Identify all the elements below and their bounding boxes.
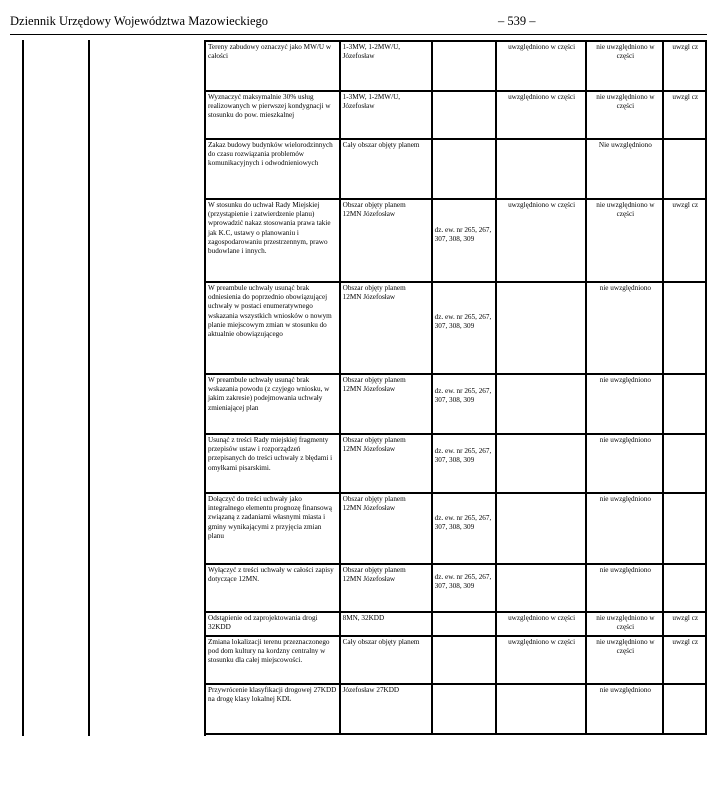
left-column-border-2 bbox=[88, 40, 90, 736]
decision-cell: nie uwzględniono bbox=[586, 493, 663, 564]
area-cell: 1-3MW, 1-2MW/U, Józefosław bbox=[340, 41, 432, 91]
area-cell: Obszar objęty planem 12MN Józefosław bbox=[340, 199, 432, 282]
decision-cell: nie uwzględniono bbox=[586, 564, 663, 612]
table-row bbox=[205, 139, 706, 199]
journal-title: Dziennik Urzędowy Województwa Mazowieckiego bbox=[10, 14, 269, 28]
area-cell: 8MN, 32KDD bbox=[340, 612, 432, 636]
parcel-cell bbox=[432, 684, 496, 734]
decision-cell: uwzględniono w części bbox=[496, 636, 586, 684]
decision-cell bbox=[496, 139, 586, 199]
decision-cell: nie uwzględniono w części bbox=[586, 612, 663, 636]
decision-cell: nie uwzględniono bbox=[586, 684, 663, 734]
area-cell: Obszar objęty planem 12MN Józefosław bbox=[340, 564, 432, 612]
decision-cell: nie uwzględniono w części bbox=[586, 41, 663, 91]
remark-cell: Tereny zabudowy oznaczyć jako MW/U w całości bbox=[205, 41, 340, 91]
area-cell: Obszar objęty planem 12MN Józefosław bbox=[340, 434, 432, 493]
remark-cell: Usunąć z treści Rady miejskiej fragmenty przepisów ustaw i rozporządzeń przepisanych do treści uchwały z błędami i omyłkami pisarskimi. bbox=[205, 434, 340, 493]
parcel-cell: dz. ew. nr 265, 267, 307, 308, 309 bbox=[432, 493, 496, 564]
table-row bbox=[205, 493, 706, 564]
decision-cell: uwzgl cz bbox=[663, 91, 706, 139]
decision-cell: nie uwzględniono bbox=[586, 374, 663, 434]
parcel-cell: dz. ew. nr 265, 267, 307, 308, 309 bbox=[432, 199, 496, 282]
decision-cell bbox=[496, 564, 586, 612]
decision-cell: uwzględniono w części bbox=[496, 41, 586, 91]
area-cell: Józefosław 27KDD bbox=[340, 684, 432, 734]
decision-cell bbox=[663, 374, 706, 434]
area-cell: Obszar objęty planem 12MN Józefosław bbox=[340, 374, 432, 434]
remark-cell: Zakaz budowy budynków wielorodzinnych do czasu rozwiązania problemów komunikacyjnych i odwodnieniowych bbox=[205, 139, 340, 199]
decision-cell bbox=[496, 282, 586, 374]
remark-cell: Przywrócenie klasyfikacji drogowej 27KDD na drogę klasy lokalnej KDL bbox=[205, 684, 340, 734]
decision-cell: uwzgl cz bbox=[663, 612, 706, 636]
table-row bbox=[205, 684, 706, 734]
decision-cell: uwzględniono w części bbox=[496, 199, 586, 282]
decision-cell: uwzgl cz bbox=[663, 199, 706, 282]
decision-cell bbox=[663, 434, 706, 493]
remark-cell: Zmiana lokalizacji terenu przeznaczonego pod dom kultury na kordzny centralny w stosunku dla całej miejscowości. bbox=[205, 636, 340, 684]
remark-cell: W preambule uchwały usunąć brak wskazania powodu (z czyjego wniosku, w jakim zakresie) podejmowania uchwały zmieniającej plan bbox=[205, 374, 340, 434]
decision-cell bbox=[496, 493, 586, 564]
area-cell: 1-3MW, 1-2MW/U, Józefosław bbox=[340, 91, 432, 139]
area-cell: Obszar objęty planem 12MN Józefosław bbox=[340, 493, 432, 564]
decision-cell: nie uwzględniono bbox=[586, 434, 663, 493]
decision-cell: nie uwzględniono bbox=[586, 282, 663, 374]
decision-cell: uwzględniono w części bbox=[496, 612, 586, 636]
left-column-border-1 bbox=[22, 40, 24, 736]
decision-cell: nie uwzględniono w części bbox=[586, 636, 663, 684]
remark-cell: W stosunku do uchwał Rady Miejskiej (przystąpienie i zatwierdzenie planu) wprowadzić nakaz stosowania prawa takie jak K.C, ustawy o planowaniu i zagospodarowaniu przestrzennym, prawo budowlane i innych. bbox=[205, 199, 340, 282]
decision-cell bbox=[663, 493, 706, 564]
parcel-cell: dz. ew. nr 265, 267, 307, 308, 309 bbox=[432, 282, 496, 374]
decision-cell bbox=[496, 434, 586, 493]
resolution-table bbox=[204, 40, 707, 735]
table-row bbox=[205, 282, 706, 374]
parcel-cell bbox=[432, 41, 496, 91]
table-row bbox=[205, 41, 706, 91]
decision-cell: uwzgl cz bbox=[663, 41, 706, 91]
table-row bbox=[205, 636, 706, 684]
remark-cell: Dołączyć do treści uchwały jako integralnego elementu prognozę finansową związaną z zadaniami własnymi miasta i gminy wynikającymi z przyjęcia zmian planu bbox=[205, 493, 340, 564]
table-row bbox=[205, 434, 706, 493]
parcel-cell bbox=[432, 636, 496, 684]
header-rule bbox=[10, 34, 707, 35]
table-row bbox=[205, 199, 706, 282]
decision-cell bbox=[663, 139, 706, 199]
area-cell: Cały obszar objęty planem bbox=[340, 636, 432, 684]
page-number: – 539 – bbox=[498, 14, 536, 28]
decision-cell bbox=[663, 564, 706, 612]
decision-cell: nie uwzględniono w części bbox=[586, 199, 663, 282]
area-cell: Cały obszar objęty planem bbox=[340, 139, 432, 199]
decision-cell bbox=[496, 684, 586, 734]
decision-cell bbox=[663, 684, 706, 734]
table-row bbox=[205, 564, 706, 612]
decision-cell: uwzględniono w części bbox=[496, 91, 586, 139]
decision-cell bbox=[663, 282, 706, 374]
table-row bbox=[205, 612, 706, 636]
table-row bbox=[205, 91, 706, 139]
decision-cell: uwzgl cz bbox=[663, 636, 706, 684]
parcel-cell bbox=[432, 612, 496, 636]
decision-cell: Nie uwzględniono bbox=[586, 139, 663, 199]
remark-cell: W preambule uchwały usunąć brak odniesienia do poprzednio obowiązującej uchwały w postaci enumeratywnego wskazania wszystkich wniosków o nowym planie miejscowym zmian w stosunku do aktualnie obowiązującego bbox=[205, 282, 340, 374]
parcel-cell bbox=[432, 139, 496, 199]
table-row bbox=[205, 374, 706, 434]
parcel-cell: dz. ew. nr 265, 267, 307, 308, 309 bbox=[432, 564, 496, 612]
remark-cell: Wyznaczyć maksymalnie 30% usług realizowanych w pierwszej kondygnacji w stosunku do pow. mieszkalnej bbox=[205, 91, 340, 139]
area-cell: Obszar objęty planem 12MN Józefosław bbox=[340, 282, 432, 374]
decision-cell bbox=[496, 374, 586, 434]
remark-cell: Odstąpienie od zaprojektowania drogi 32KDD bbox=[205, 612, 340, 636]
decision-cell: nie uwzględniono w części bbox=[586, 91, 663, 139]
parcel-cell: dz. ew. nr 265, 267, 307, 308, 309 bbox=[432, 374, 496, 434]
parcel-cell bbox=[432, 91, 496, 139]
remark-cell: Wyłączyć z treści uchwały w całości zapisy dotyczące 12MN. bbox=[205, 564, 340, 612]
parcel-cell: dz. ew. nr 265, 267, 307, 308, 309 bbox=[432, 434, 496, 493]
